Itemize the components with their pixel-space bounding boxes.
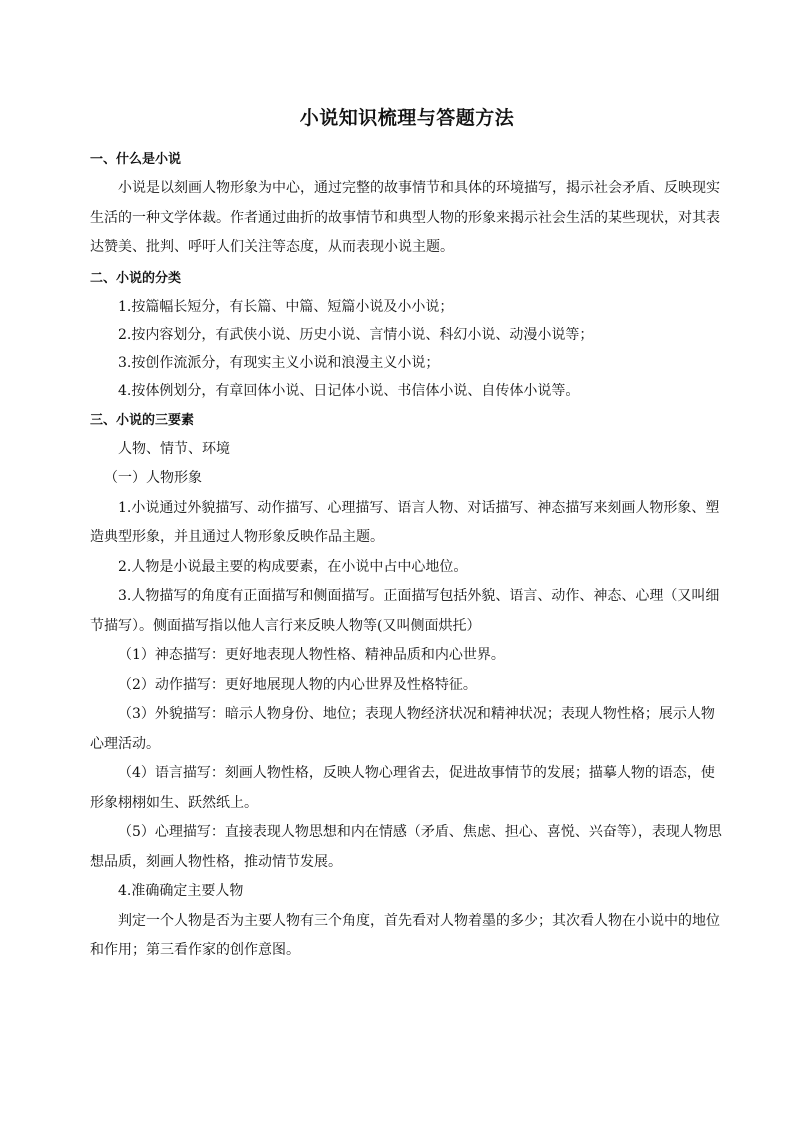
description-item-2: （2）动作描写：更好地展现人物的内心世界及性格特征。 <box>118 676 477 693</box>
classification-item-2: 2.按内容划分，有武侠小说、历史小说、言情小说、科幻小说、动漫小说等； <box>118 326 594 343</box>
classification-item-3: 3.按创作流派分，有现实主义小说和浪漫主义小说； <box>118 354 440 371</box>
section-heading-2: 二、小说的分类 <box>90 270 182 286</box>
classification-item-4: 4.按体例划分，有章回体小说、日记体小说、书信体小说、自传体小说等。 <box>118 382 580 399</box>
classification-item-1: 1.按篇幅长短分，有长篇、中篇、短篇小说及小小说； <box>118 298 454 315</box>
description-item-4: （4）语言描写：刻画人物性格，反映人物心理省去，促进故事情节的发展；描摹人物的语态，使形象栩栩如生、跃然纸上。 <box>90 765 715 811</box>
description-item-1: （1）神态描写：更好地表现人物性格、精神品质和内心世界。 <box>118 647 505 663</box>
section-heading-1: 一、什么是小说 <box>90 152 182 167</box>
section-heading-3: 三、小说的三要素 <box>90 412 195 428</box>
character-paragraph-2: 2.人物是小说最主要的构成要素，在小说中占中心地位。 <box>118 558 468 575</box>
character-paragraph-4: 4.准确确定主要人物 <box>118 883 244 899</box>
three-elements: 人物、情节、环境 <box>118 440 230 457</box>
description-item-3: （3）外貌描写：暗示人物身份、地位；表现人物经济状况和精神状况；表现人物性格；展示人物心理活动。 <box>90 706 715 752</box>
page-title: 小说知识梳理与答题方法 <box>299 107 515 129</box>
subsection-heading-characters: （一）人物形象 <box>104 470 202 486</box>
character-paragraph-5: 判定一个人物是否为主要人物有三个角度，首先看对人物着墨的多少；其次看人物在小说中的地位和作用；第三看作家的创作意图。 <box>90 912 720 958</box>
section1-paragraph: 小说是以刻画人物形象为中心，通过完整的故事情节和具体的环境描写，揭示社会矛盾、反映现实生活的一种文学体裁。作者通过曲折的故事情节和典型人物的形象来揭示社会生活的某些现状，对其表达赞美、批判、呼吁人们关注等态度，从而表现小说主题。 <box>90 180 720 255</box>
character-paragraph-1: 1.小说通过外貌描写、动作描写、心理描写、语言人物、对话描写、神态描写来刻画人物形象、塑造典型形象，并且通过人物形象反映作品主题。 <box>90 499 720 545</box>
character-paragraph-3: 3.人物描写的角度有正面描写和侧面描写。正面描写包括外貌、语言、动作、神态、心理（又叫细节描写）。侧面描写指以他人言行来反映人物等(又叫侧面烘托） <box>90 588 720 634</box>
description-item-5: （5）心理描写：直接表现人物思想和内在情感（矛盾、焦虑、担心、喜悦、兴奋等），表现人物思想品质，刻画人物性格，推动情节发展。 <box>90 824 722 870</box>
